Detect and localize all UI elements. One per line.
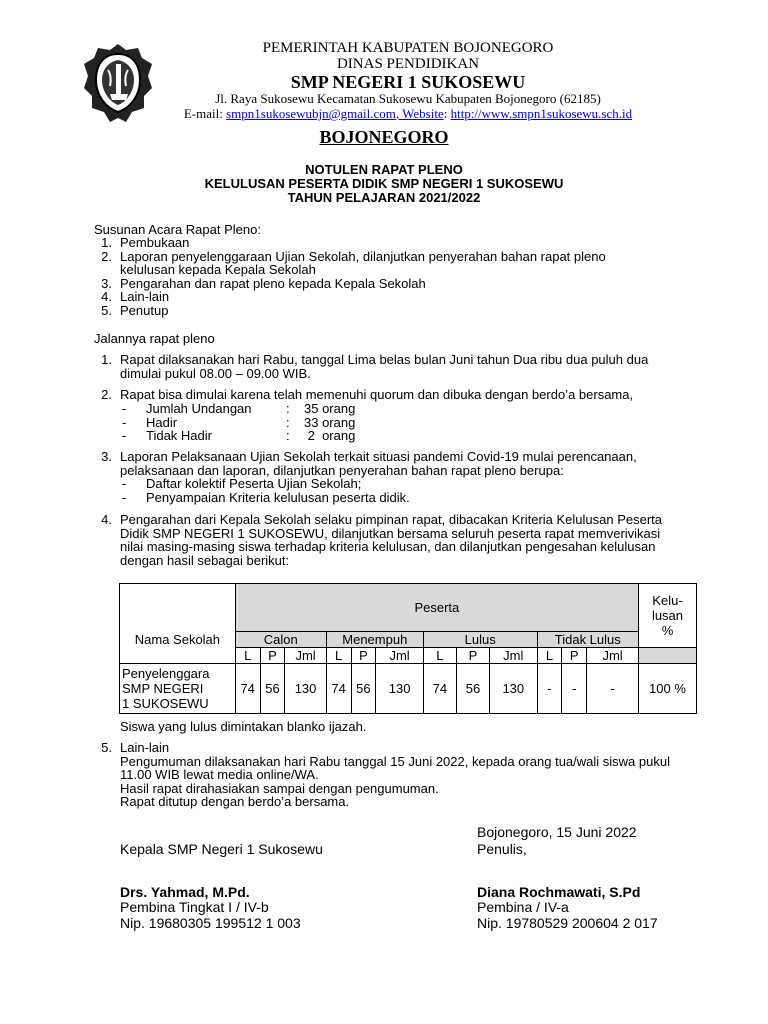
other-line: Hasil rapat dirahasiakan sampai dengan pengumuman. (120, 780, 439, 796)
cell: 130 (285, 664, 326, 714)
right-signer-nip: Nip. 19780529 200604 2 017 (477, 915, 658, 931)
row-school: Penyelenggara SMP NEGERI 1 SUKOSEWU (120, 664, 236, 714)
cell-percentage: 100 % (638, 664, 696, 714)
place-date: Bojonegoro, 15 Juni 2022 (477, 824, 637, 840)
subheader: Jml (587, 648, 639, 664)
list-item: - Daftar kolektif Peserta Ujian Sekolah; (122, 476, 362, 491)
letterhead-contact (130, 107, 686, 121)
report-items (122, 477, 662, 504)
letterhead-government: PEMERINTAH KABUPATEN BOJONEGORO (262, 40, 554, 56)
header-menempuh: Menempuh (326, 632, 423, 648)
letterhead-city: BOJONEGORO (319, 127, 449, 147)
email-label: E-mail: (183, 106, 227, 121)
header-peserta: Peserta (235, 584, 638, 632)
other-line: Pengumuman dilaksanakan hari Rabu tanggal 15 Juni 2022, kepada orang tua/wali siswa pukul 11.00 WIB lewat media online/WA. (120, 753, 670, 783)
empty-cell (638, 648, 696, 664)
header-kelulusan: Kelu- lusan % (638, 584, 696, 648)
cell: - (537, 664, 562, 714)
proceeding-item-3: 3. Laporan Pelaksanaan Ujian Sekolah terkait situasi pandemi Covid-19 mulai perencanaan, pelaksanaan dan laporan, dilanjutkan penyerahan bahan rapat pleno berupa: (101, 449, 637, 478)
left-signer-nip: Nip. 19680305 199512 1 003 (120, 915, 301, 931)
list-item: 4. Lain-lain (101, 289, 170, 305)
header-calon: Calon (235, 632, 326, 648)
subheader: P (562, 648, 587, 664)
header-tidak-lulus: Tidak Lulus (537, 632, 638, 648)
agenda-heading: Susunan Acara Rapat Pleno: (94, 222, 261, 237)
subheader: P (260, 648, 285, 664)
header-school: Nama Sekolah (120, 584, 236, 664)
left-role: Kepala SMP Negeri 1 Sukosewu (120, 841, 323, 857)
agenda-list (96, 236, 696, 318)
subheader: P (456, 648, 489, 664)
cell: 130 (376, 664, 424, 714)
letterhead-address: Jl. Raya Sukosewu Kecamatan Sukosewu Kabupaten Bojonegoro (62185) (215, 91, 601, 106)
subheader: P (351, 648, 376, 664)
email-link[interactable]: smpn1sukosewubjn@gmail.com (226, 106, 396, 121)
letterhead-department: DINAS PENDIDIKAN (336, 56, 480, 72)
cell: - (562, 664, 587, 714)
right-signer-rank: Pembina / IV-a (477, 899, 569, 915)
right-role: Penulis, (477, 841, 527, 857)
proceeding-item-2: 2. Rapat bisa dimulai karena telah memenuhi quorum dan dibuka dengan berdo’a bersama, (101, 387, 634, 402)
other-line: Rapat ditutup dengan berdo’a bersama. (120, 794, 350, 810)
proceedings-heading: Jalannya rapat pleno (94, 331, 215, 346)
doc-title-line3: TAHUN PELAJARAN 2021/2022 (287, 190, 481, 205)
subheader: L (235, 648, 260, 664)
attendance-row: - Hadir : 33 orang (122, 414, 356, 430)
left-signer-rank: Pembina Tingkat I / IV-b (120, 899, 269, 915)
attendance-list (122, 402, 662, 443)
subheader: L (423, 648, 456, 664)
website-colon: : (443, 106, 451, 121)
subheader: Jml (285, 648, 326, 664)
website-link[interactable]: http://www.smpn1sukosewu.sch.id (450, 106, 633, 121)
cell: 74 (326, 664, 351, 714)
list-item: 1. Pembukaan (101, 235, 190, 250)
doc-title-line1: NOTULEN RAPAT PLENO (305, 162, 463, 177)
attendance-row: - Tidak Hadir : 2 orang (122, 428, 356, 444)
proceeding-item-5: 5. Lain-lain Pengumuman dilaksanakan hari Rabu tanggal 15 Juni 2022, kepada orang tua/wali siswa pukul 11.00 WIB lewat media online/WA. Hasil rapat dirahasiakan sampai dengan pengumuman. Rapat ditutup dengan berdo’a bersama. (96, 741, 696, 809)
cell: 56 (456, 664, 489, 714)
header-lulus: Lulus (423, 632, 537, 648)
subheader: Jml (490, 648, 538, 664)
right-signer-name: Diana Rochmawati, S.Pd (477, 884, 641, 900)
cell: 56 (351, 664, 376, 714)
proceeding-item-4: 4. Pengarahan dari Kepala Sekolah selaku pimpinan rapat, dibacakan Kriteria Kelulusan Peserta Didik SMP NEGERI 1 SUKOSEWU, dilanjutkan bersama seluruh peserta rapat memverivikasi nilai masing-masing siswa terhadap kriteria kelulusan, dan dilanjutkan pengesahan kelulusan dengan hasil sebagai berikut: (101, 512, 663, 568)
list-item: 2. Laporan penyelenggaraan Ujian Sekolah, dilanjutkan penyerahan bahan rapat pleno kelulusan kepada Kepala Sekolah (101, 248, 606, 278)
after-table-note: Siswa yang lulus dimintakan blanko ijazah. (120, 719, 367, 734)
subheader: L (326, 648, 351, 664)
cell: - (587, 664, 639, 714)
cell: 74 (235, 664, 260, 714)
cell: 130 (490, 664, 538, 714)
list-item: 3. Pengarahan dan rapat pleno kepada Kepala Sekolah (101, 275, 426, 291)
left-signer-name: Drs. Yahmad, M.Pd. (120, 884, 250, 900)
website-label[interactable]: , Website (395, 106, 444, 121)
subheader: L (537, 648, 562, 664)
subheader: Jml (376, 648, 424, 664)
proceeding-item-1: 1. Rapat dilaksanakan hari Rabu, tanggal Lima belas bulan Juni tahun Dua ribu dua puluh dua dimulai pukul 08.00 – 09.00 WIB. (101, 352, 649, 381)
table-row (120, 664, 697, 714)
cell: 74 (423, 664, 456, 714)
cell: 56 (260, 664, 285, 714)
results-table (119, 583, 697, 714)
letterhead-school: SMP NEGERI 1 SUKOSEWU (290, 72, 526, 92)
list-item: - Penyampaian Kriteria kelulusan peserta didik. (122, 489, 410, 505)
doc-title-line2: KELULUSAN PESERTA DIDIK SMP NEGERI 1 SUKOSEWU (204, 176, 564, 191)
list-item: 5. Penutup (101, 302, 169, 318)
attendance-row: - Jumlah Undangan : 35 orang (122, 401, 356, 416)
